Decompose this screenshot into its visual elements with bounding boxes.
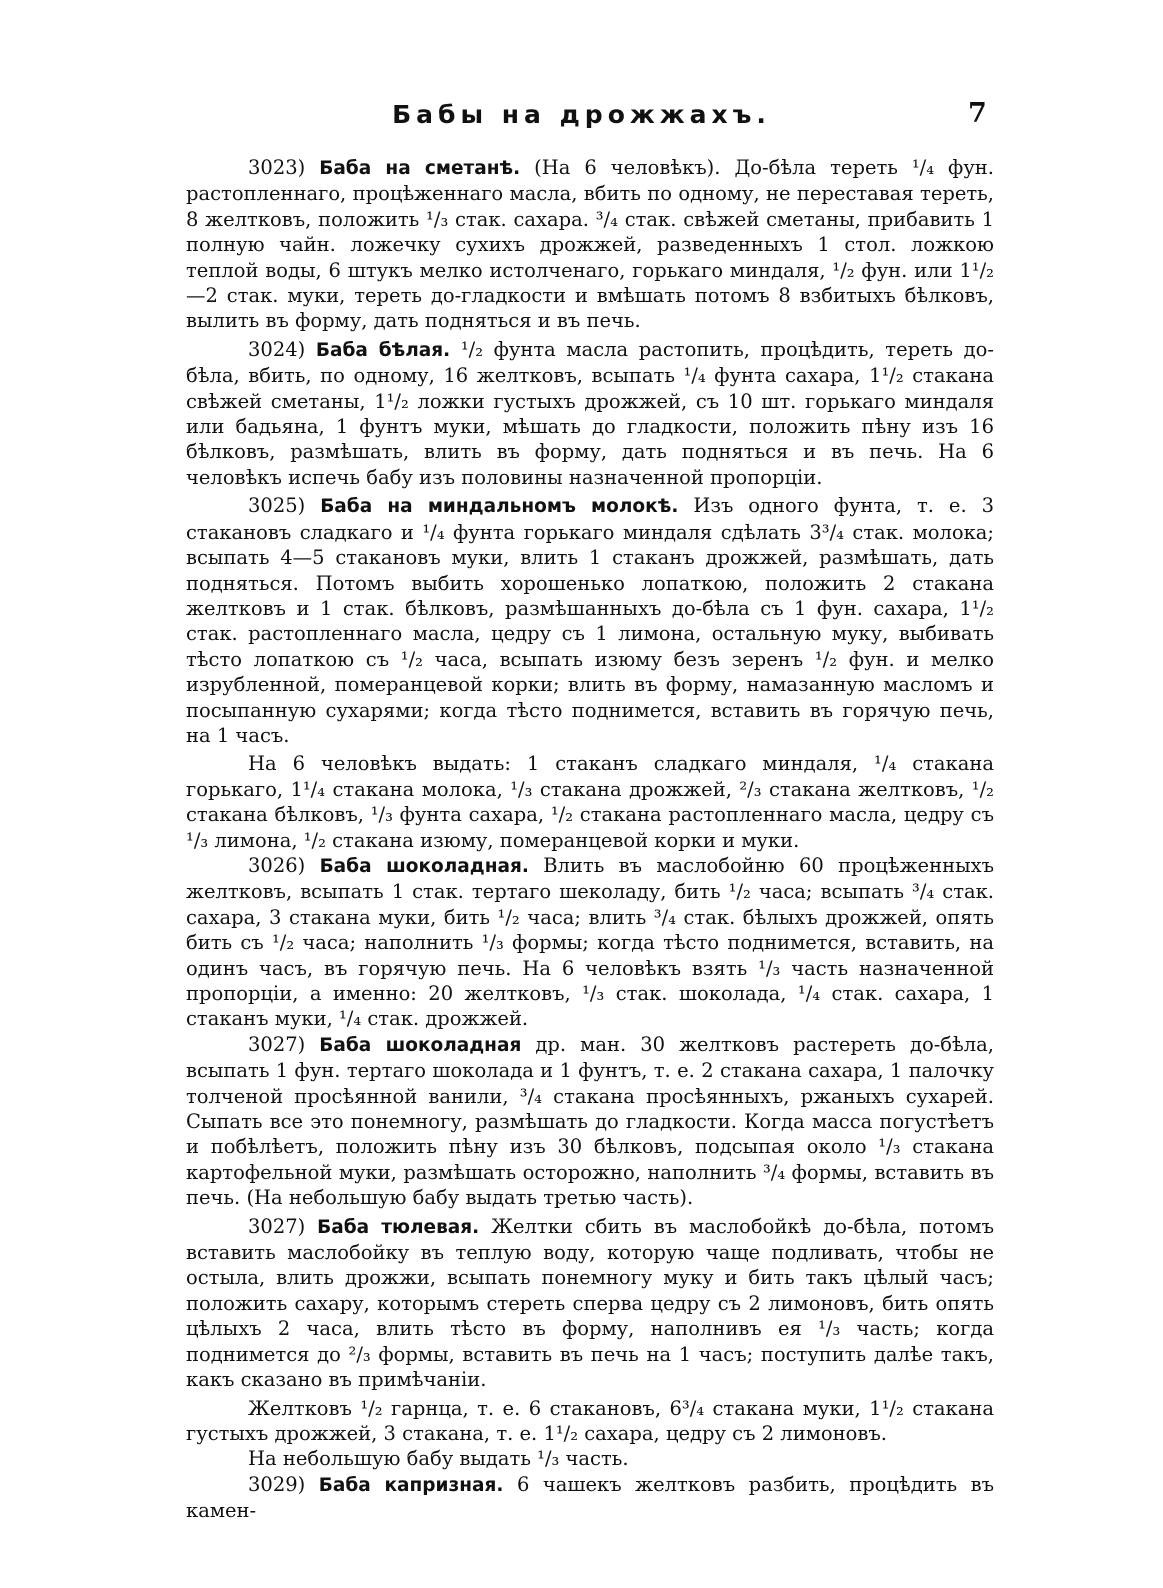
running-head: Бабы на дрожжахъ.: [392, 100, 771, 129]
recipe-3026: [186, 853, 994, 1032]
recipe-3029: [186, 1472, 994, 1524]
recipe-3027-tulle: [186, 1214, 994, 1393]
recipe-text: Желтки сбить въ маслобойкѣ до-бѣла, потомъ вставить маслобойку въ теплую воду, которую чаще подливать, чтобы не остыла, влить дрожжи, всыпать понемногу муку и бить такъ цѣлый часъ; положить сахару, которымъ стереть сперва цедру съ 2 лимоновъ, бить опять цѣлыхъ 2 часа, влить тѣсто въ форму, наполнивъ ея ¹/₃ часть; когда поднимется до ²/₃ формы, вставить въ печь на 1 часъ; поступить далѣе такъ, какъ сказано въ примѣчаніи.: [186, 1214, 994, 1392]
recipe-text: (На 6 человѣкъ). До-бѣла тереть ¹/₄ фун. растопленнаго, процѣженнаго масла, вбить по одному, не переставая тереть, 8 желтковъ, положить ¹/₃ стак. сахара. ³/₄ стак. свѣжей сметаны, прибавить 1 полную чайн. ложечку сухихъ дрожжей, разведенныхъ 1 стол. ложкою теплой воды, 6 штукъ мелко истолченаго, горькаго миндаля, ¹/₂ фун. или 1¹/₂—2 стак. муки, тереть до-гладкости и вмѣшать потомъ 8 взбитыхъ бѣлковъ, вылить въ форму, дать подняться и въ печь.: [186, 156, 994, 333]
recipe-text: др. ман. 30 желтковъ растереть до-бѣла, всыпать 1 фун. тертаго шоколада и 1 фунтъ, т. е. 2 стакана сахара, 1 палочку толченой просѣянной ванили, ³/₄ стакана просѣянныхъ, ржаныхъ сухарей. Сыпать все это понемногу, размѣшать до гладкости. Когда масса погустѣетъ и побѣлѣетъ, положить пѣну изъ 30 бѣлковъ, подсыпая около ¹/₃ стакана картофельной муки, размѣшать осторожно, наполнить ³/₄ формы, вставить въ печь. (На небольшую бабу выдать третью часть).: [186, 1032, 995, 1210]
recipe-number: 3024): [248, 337, 306, 361]
recipe-text: На 6 человѣкъ выдать: 1 стаканъ сладкаго миндаля, ¹/₄ стакана горькаго, 1¹/₄ стакана молока, ¹/₃ стакана дрожжей, ²/₃ стакана желтковъ, ¹/₂ стакана бѣлковъ, ¹/₃ фунта сахара, ¹/₂ стакана растопленнаго масла, цедру съ ¹/₃ лимона, ¹/₂ стакана изюму, померанцевой корки и муки.: [186, 752, 994, 852]
recipe-3025: [186, 493, 994, 748]
recipe-text: Влить въ маслобойню 60 процѣженныхъ желтковъ, всыпать 1 стак. тертаго шеколаду, бить ¹/₂ часа; всыпать ³/₄ стак. сахара, 3 стакана муки, бить ¹/₂ часа; влить ³/₄ стак. бѣлыхъ дрожжей, опять бить съ ¹/₂ часа; наполнить ¹/₃ формы; когда тѣсто поднимется, вставить, на одинъ часъ, въ горячую печь. На 6 человѣкъ взять ¹/₃ часть назначенной пропорціи, а именно: 20 желтковъ, ¹/₃ стак. шоколада, ¹/₄ стак. сахара, 1 стаканъ муки, ¹/₄ стак. дрожжей.: [186, 853, 995, 1031]
recipe-number: 3029): [248, 1472, 306, 1496]
recipe-3023: [186, 155, 994, 334]
recipe-number: 3025): [248, 494, 306, 518]
recipe-number: 3027): [248, 1214, 306, 1238]
recipe-number: 3023): [248, 156, 306, 179]
recipe-3024: [186, 337, 994, 490]
recipe-title: Баба на миндальномъ молокѣ.: [320, 496, 679, 518]
recipe-number: 3026): [248, 853, 306, 877]
recipe-text: На небольшую бабу выдать ¹/₃ часть.: [248, 1447, 629, 1471]
recipe-3027-chocolate: [186, 1032, 994, 1211]
recipe-3027-tulle-proportions: [186, 1396, 994, 1447]
recipe-text: ¹/₂ фунта масла растопить, процѣдить, тереть до-бѣла, вбить, по одному, 16 желтковъ, всыпать ¹/₄ фунта сахара, 1¹/₂ стакана свѣжей сметаны, 1¹/₂ ложки густыхъ дрожжей, съ 10 шт. горькаго миндаля или бадьяна, 1 фунтъ муки, мѣшать до гладкости, положить пѣну изъ 16 бѣлковъ, размѣшать, влить въ форму, дать подняться и въ печь. На 6 человѣкъ испечь бабу изъ половины назначенной пропорціи.: [186, 337, 994, 489]
recipe-title: Баба бѣлая.: [315, 339, 451, 361]
recipe-title: Баба шоколадная.: [319, 855, 529, 877]
recipe-text: Желтковъ ¹/₂ гарнца, т. е. 6 стакановъ, 6³/₄ стакана муки, 1¹/₂ стакана густыхъ дрожжей, 3 стакана, т. е. 1¹/₂ сахара, цедру съ 2 лимоновъ.: [186, 1396, 994, 1445]
recipe-number: 3027): [248, 1032, 306, 1056]
page-number: 7: [968, 98, 987, 129]
recipe-3025-portion-note: [186, 751, 994, 853]
recipe-title: Баба шоколадная: [319, 1034, 522, 1056]
recipe-title: Баба на сметанѣ.: [319, 158, 521, 179]
recipe-text: Изъ одного фунта, т. е. 3 стакановъ сладкаго и ¹/₄ фунта горькаго миндаля сдѣлать 3³/₄ стак. молока; всыпать 4—5 стакановъ муки, влить 1 стаканъ дрожжей, размѣшать, дать подняться. Потомъ выбить хорошенько лопаткою, положить 2 стакана желтковъ и 1 стак. бѣлковъ, размѣшанныхъ до-бѣла съ 1 фун. сахара, 1¹/₂ стак. растопленнаго масла, цедру съ 1 лимона, остальную муку, выбивать тѣсто лопаткою съ ¹/₂ часа, всыпать изюму безъ зеренъ ¹/₂ фун. и мелко изрубленной, померанцевой корки; влить въ форму, намазанную масломъ и посыпанную сухарями; когда тѣсто поднимется, вставить въ горячую печь, на 1 часъ.: [186, 494, 995, 747]
page-body: [186, 155, 994, 1524]
recipe-3027-tulle-small: [186, 1446, 994, 1471]
recipe-text: 6 чашекъ желтковъ разбить, процѣдить въ камен-: [186, 1472, 995, 1523]
recipe-title: Баба капризная.: [318, 1474, 504, 1496]
recipe-title: Баба тюлевая.: [317, 1216, 480, 1238]
